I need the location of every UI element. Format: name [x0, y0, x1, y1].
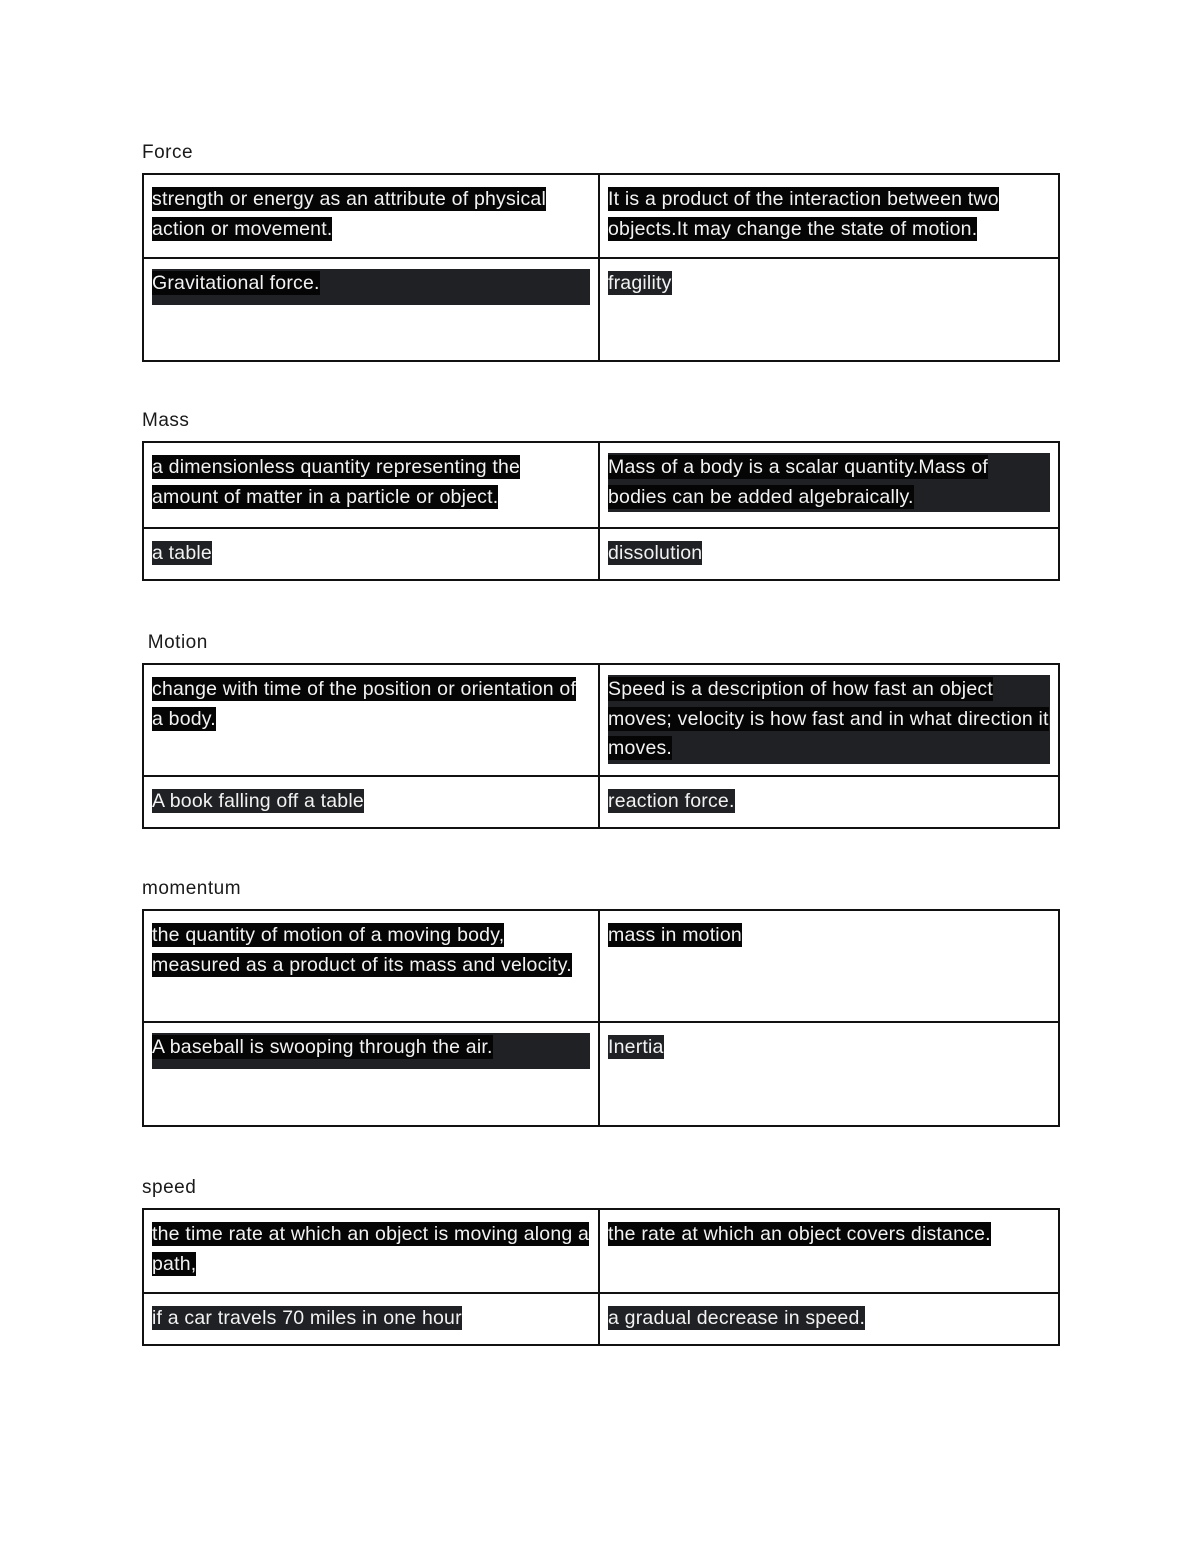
table-row: [143, 528, 1059, 580]
table-cell: [599, 1293, 1059, 1345]
section-title: momentum: [142, 878, 242, 899]
table-cell: [599, 1022, 1059, 1126]
section-momentum: [142, 877, 1058, 1127]
section-title: Mass: [142, 410, 190, 431]
highlighted-text: strength or energy as an attribute of physical action or movement.: [152, 188, 547, 240]
table-cell: [143, 1022, 599, 1126]
highlighted-text: the time rate at which an object is moving along a path,: [152, 1223, 590, 1275]
section-title: speed: [142, 1177, 197, 1198]
highlight-block: [152, 1033, 590, 1069]
definition-table: [142, 441, 1060, 581]
section-title: Motion: [142, 632, 208, 653]
table-row: [143, 442, 1059, 528]
highlight-block: [608, 675, 1050, 764]
table-cell: [599, 528, 1059, 580]
highlighted-text: dissolution: [608, 542, 703, 564]
highlighted-text: the rate at which an object covers distance.: [608, 1223, 991, 1245]
section-title: Force: [142, 142, 194, 163]
definition-table: [142, 909, 1060, 1127]
table-cell: [143, 1293, 599, 1345]
table-row: [143, 776, 1059, 828]
table-cell: [599, 1209, 1059, 1293]
table-cell: [599, 664, 1059, 776]
highlight-block: [608, 453, 1050, 512]
highlighted-text: fragility: [608, 272, 672, 294]
table-cell: [143, 528, 599, 580]
table-cell: [143, 910, 599, 1022]
table-cell: [143, 258, 599, 361]
section-force: [142, 141, 1058, 362]
highlighted-text: the quantity of motion of a moving body, measured as a product of its mass and velocity.: [152, 924, 572, 976]
definition-table: [142, 173, 1060, 362]
highlighted-text: Mass of a body is a scalar quantity.Mass of bodies can be added algebraically.: [608, 456, 988, 508]
table-cell: [599, 776, 1059, 828]
highlighted-text: Inertia: [608, 1036, 664, 1058]
highlighted-text: Speed is a description of how fast an object moves; velocity is how fast and in what direction it moves.: [608, 678, 1049, 759]
table-cell: [143, 776, 599, 828]
table-row: [143, 1293, 1059, 1345]
highlighted-text: A baseball is swooping through the air.: [152, 1036, 493, 1058]
table-row: [143, 1022, 1059, 1126]
section-mass: [142, 409, 1058, 581]
table-cell: [143, 1209, 599, 1293]
highlighted-text: Gravitational force.: [152, 272, 320, 294]
highlighted-text: change with time of the position or orientation of a body.: [152, 678, 577, 730]
table-cell: [599, 258, 1059, 361]
highlight-block: [152, 269, 590, 305]
table-cell: [143, 174, 599, 258]
definition-table: [142, 663, 1060, 829]
table-row: [143, 1209, 1059, 1293]
definition-table: [142, 1208, 1060, 1346]
highlighted-text: reaction force.: [608, 790, 735, 812]
highlighted-text: A book falling off a table: [152, 790, 364, 812]
section-motion: [142, 631, 1058, 829]
highlighted-text: a gradual decrease in speed.: [608, 1307, 866, 1329]
table-row: [143, 910, 1059, 1022]
table-cell: [143, 442, 599, 528]
table-cell: [599, 174, 1059, 258]
table-row: [143, 174, 1059, 258]
highlighted-text: mass in motion: [608, 924, 742, 946]
section-speed: [142, 1176, 1058, 1346]
highlighted-text: if a car travels 70 miles in one hour: [152, 1307, 462, 1329]
highlighted-text: It is a product of the interaction between two objects.It may change the state of motion.: [608, 188, 999, 240]
table-cell: [599, 910, 1059, 1022]
highlighted-text: a dimensionless quantity representing the amount of matter in a particle or object.: [152, 456, 521, 508]
table-cell: [143, 664, 599, 776]
table-row: [143, 258, 1059, 361]
table-row: [143, 664, 1059, 776]
table-cell: [599, 442, 1059, 528]
highlighted-text: a table: [152, 542, 212, 564]
